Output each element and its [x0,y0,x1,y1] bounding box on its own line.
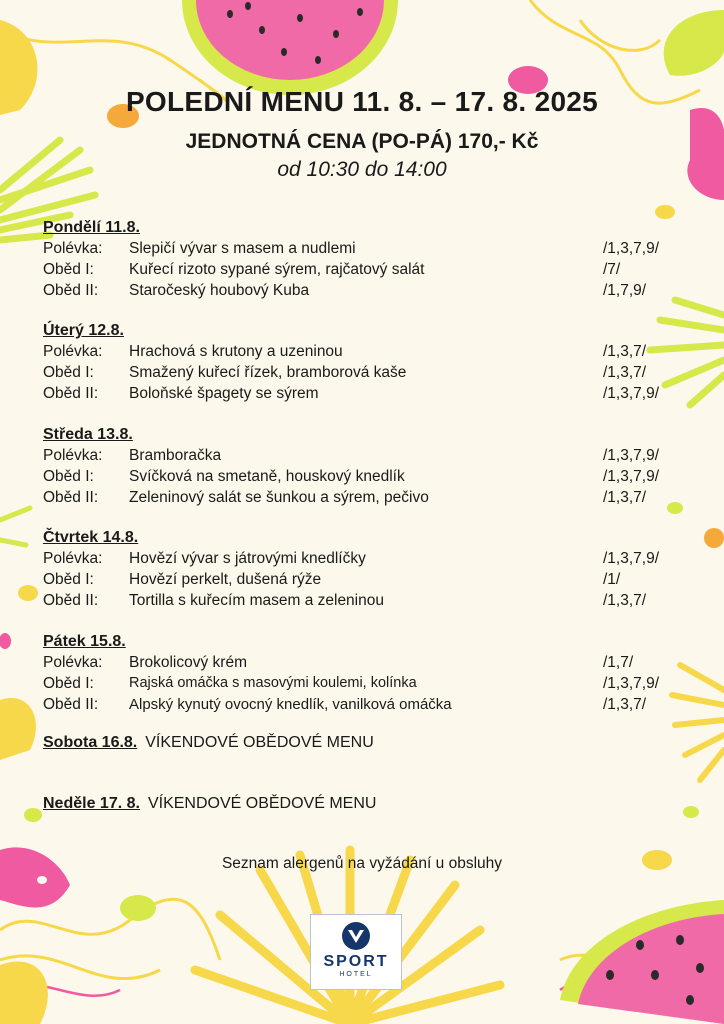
dish-name: Hovězí perkelt, dušená rýže [129,571,322,588]
row-label: Oběd II: [43,489,99,506]
sport-hotel-logo [310,914,402,990]
dish-name: Hovězí vývar s játrovými knedlíčky [129,550,366,567]
allergens: /1,3,7/ [603,364,647,381]
menu-row [43,238,683,259]
dish-name: Bramboračka [129,447,222,464]
allergens: /1,3,7/ [603,592,647,609]
weekend-saturday [43,734,374,752]
dish-name: Boloňské špagety se sýrem [129,385,319,402]
allergens: /1,3,7,9/ [603,240,660,257]
dish-name: Staročeský houbový Kuba [129,282,310,299]
allergens: /1,7/ [603,654,634,671]
menu-row [43,487,683,508]
serving-hours: od 10:30 do 14:00 [277,158,447,181]
day-title: Pátek 15.8. [43,633,126,650]
menu-row [43,590,683,611]
dish-name: Brokolicový krém [129,654,247,671]
logo-line1: SPORT [323,953,389,970]
menu-row [43,694,683,715]
allergens: /7/ [603,261,621,278]
allergen-note: Seznam alergenů na vyžádání u obsluhy [221,855,503,872]
day-block-friday [43,632,683,715]
allergens: /1,3,7,9/ [603,675,660,692]
menu-row [43,569,683,590]
row-label: Polévka: [43,240,103,257]
allergens: /1,7,9/ [603,282,647,299]
logo-emblem-icon [341,921,371,951]
menu-row [43,341,683,362]
allergens: /1/ [603,571,621,588]
allergens: /1,3,7,9/ [603,468,660,485]
menu-row [43,383,683,404]
dish-name: Kuřecí rizoto sypané sýrem, rajčatový salát [129,261,425,278]
allergens: /1,3,7/ [603,696,647,713]
row-label: Oběd II: [43,696,99,713]
menu-row [43,362,683,383]
row-label: Oběd I: [43,468,94,485]
allergens: /1,3,7/ [603,343,647,360]
day-title: Pondělí 11.8. [43,219,140,236]
day-title: Úterý 12.8. [43,322,124,339]
menu-row [43,445,683,466]
weekend-menu: VÍKENDOVÉ OBĚDOVÉ MENU [145,734,374,751]
allergens: /1,3,7,9/ [603,447,660,464]
dish-name: Svíčková na smetaně, houskový knedlík [129,468,405,485]
row-label: Oběd II: [43,385,99,402]
row-label: Polévka: [43,343,103,360]
day-block-monday [43,218,683,301]
day-title: Středa 13.8. [43,426,133,443]
row-label: Oběd I: [43,571,94,588]
price-subtitle: JEDNOTNÁ CENA (PO-PÁ) 170,- Kč [185,130,539,153]
logo-line2: HOTEL [339,971,373,978]
weekend-day: Neděle 17. 8. [43,795,140,812]
row-label: Oběd I: [43,261,94,278]
dish-name: Rajská omáčka s masovými koulemi, kolínka [129,675,417,691]
dish-name: Zeleninový salát se šunkou a sýrem, pečivo [129,489,429,506]
allergens: /1,3,7/ [603,489,647,506]
menu-title: POLEDNÍ MENU 11. 8. – 17. 8. 2025 [125,86,599,117]
row-label: Oběd II: [43,282,99,299]
row-label: Oběd I: [43,364,94,381]
menu-row [43,673,683,694]
row-label: Oběd I: [43,675,94,692]
menu-row [43,280,683,301]
dish-name: Slepičí vývar s masem a nudlemi [129,240,356,257]
day-block-tuesday [43,321,683,404]
dish-name: Smažený kuřecí řízek, bramborová kaše [129,364,407,381]
weekend-day: Sobota 16.8. [43,734,138,751]
allergens: /1,3,7,9/ [603,385,660,402]
menu-row [43,652,683,673]
row-label: Polévka: [43,447,103,464]
day-block-wednesday [43,425,683,508]
weekend-sunday [43,795,376,813]
menu-row [43,466,683,487]
row-label: Oběd II: [43,592,99,609]
day-block-thursday [43,528,683,611]
row-label: Polévka: [43,654,103,671]
day-title: Čtvrtek 14.8. [43,529,139,546]
dish-name: Tortilla s kuřecím masem a zeleninou [129,592,384,609]
menu-row [43,548,683,569]
allergens: /1,3,7,9/ [603,550,660,567]
dish-name: Hrachová s krutony a uzeninou [129,343,343,360]
row-label: Polévka: [43,550,103,567]
weekend-menu: VÍKENDOVÉ OBĚDOVÉ MENU [147,795,377,812]
dish-name: Alpský kynutý ovocný knedlík, vanilková omáčka [129,696,452,713]
menu-row [43,259,683,280]
